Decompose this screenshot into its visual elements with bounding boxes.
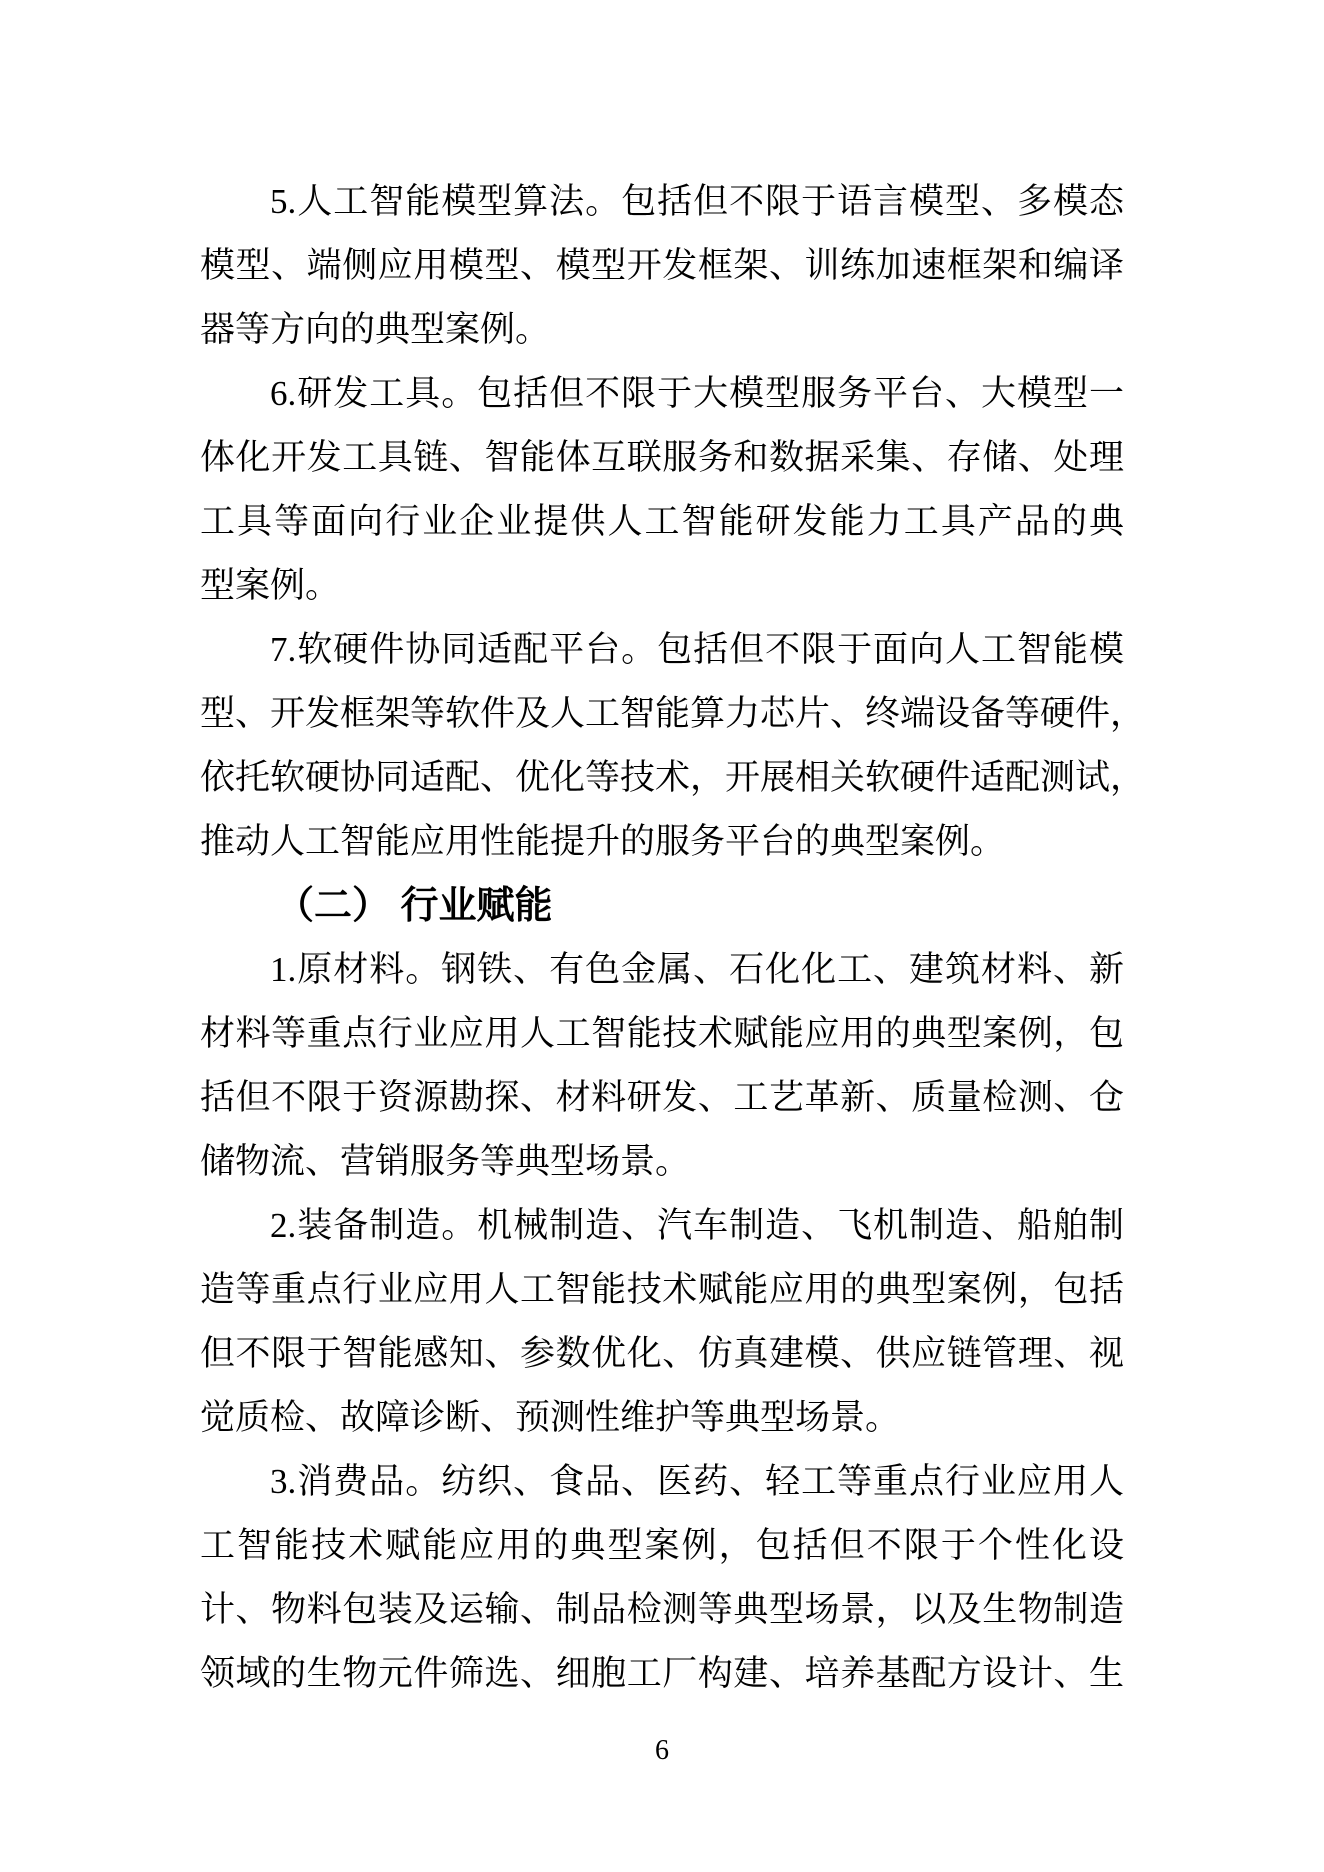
text-line: 2.装备制造。机械制造、汽车制造、飞机制造、船舶制 (270, 1206, 1124, 1245)
text-line: 3.消费品。纺织、食品、医药、轻工等重点行业应用人 (270, 1462, 1124, 1501)
text-line: 储物流、营销服务等典型场景。 (200, 1142, 691, 1181)
paragraph-item-3 (200, 1450, 1124, 1706)
paragraph-item-2 (200, 1194, 1124, 1450)
document-body (200, 170, 1146, 1706)
text-line: 型案例。 (200, 566, 341, 605)
text-line: 领域的生物元件筛选、细胞工厂构建、培养基配方设计、生 (200, 1654, 1124, 1693)
text-line: 依托软硬协同适配、优化等技术，开展相关软硬件适配测试， (200, 758, 1146, 797)
text-line: 5.人工智能模型算法。包括但不限于语言模型、多模态 (270, 182, 1124, 221)
text-line: 工智能技术赋能应用的典型案例，包括但不限于个性化设 (200, 1526, 1124, 1565)
text-line: 计、物料包装及运输、制品检测等典型场景，以及生物制造 (200, 1590, 1124, 1629)
text-line: 但不限于智能感知、参数优化、仿真建模、供应链管理、视 (200, 1334, 1124, 1373)
paragraph-item-5 (200, 170, 1124, 362)
text-line: 造等重点行业应用人工智能技术赋能应用的典型案例，包括 (200, 1270, 1124, 1309)
text-line: 推动人工智能应用性能提升的服务平台的典型案例。 (200, 822, 1006, 861)
paragraph-item-6 (200, 362, 1124, 618)
text-line: 模型、端侧应用模型、模型开发框架、训练加速框架和编译 (200, 246, 1124, 285)
text-line: 7.软硬件协同适配平台。包括但不限于面向人工智能模 (270, 630, 1124, 669)
paragraph-item-1 (200, 938, 1124, 1194)
page-number: 6 (655, 1735, 669, 1766)
text-line: 材料等重点行业应用人工智能技术赋能应用的典型案例，包 (200, 1014, 1124, 1053)
text-line: 型、开发框架等软件及人工智能算力芯片、终端设备等硬件， (200, 694, 1146, 733)
text-line: 体化开发工具链、智能体互联服务和数据采集、存储、处理 (200, 438, 1124, 477)
paragraph-item-7 (200, 618, 1146, 874)
text-line: 6.研发工具。包括但不限于大模型服务平台、大模型一 (270, 374, 1124, 413)
text-line: 觉质检、故障诊断、预测性维护等典型场景。 (200, 1398, 901, 1437)
text-line: 工具等面向行业企业提供人工智能研发能力工具产品的典 (200, 502, 1124, 541)
text-line: 器等方向的典型案例。 (200, 310, 551, 349)
section-heading: （二） 行业赋能 (276, 885, 553, 927)
text-line: 1.原材料。钢铁、有色金属、石化化工、建筑材料、新 (270, 950, 1124, 989)
text-line: 括但不限于资源勘探、材料研发、工艺革新、质量检测、仓 (200, 1078, 1124, 1117)
